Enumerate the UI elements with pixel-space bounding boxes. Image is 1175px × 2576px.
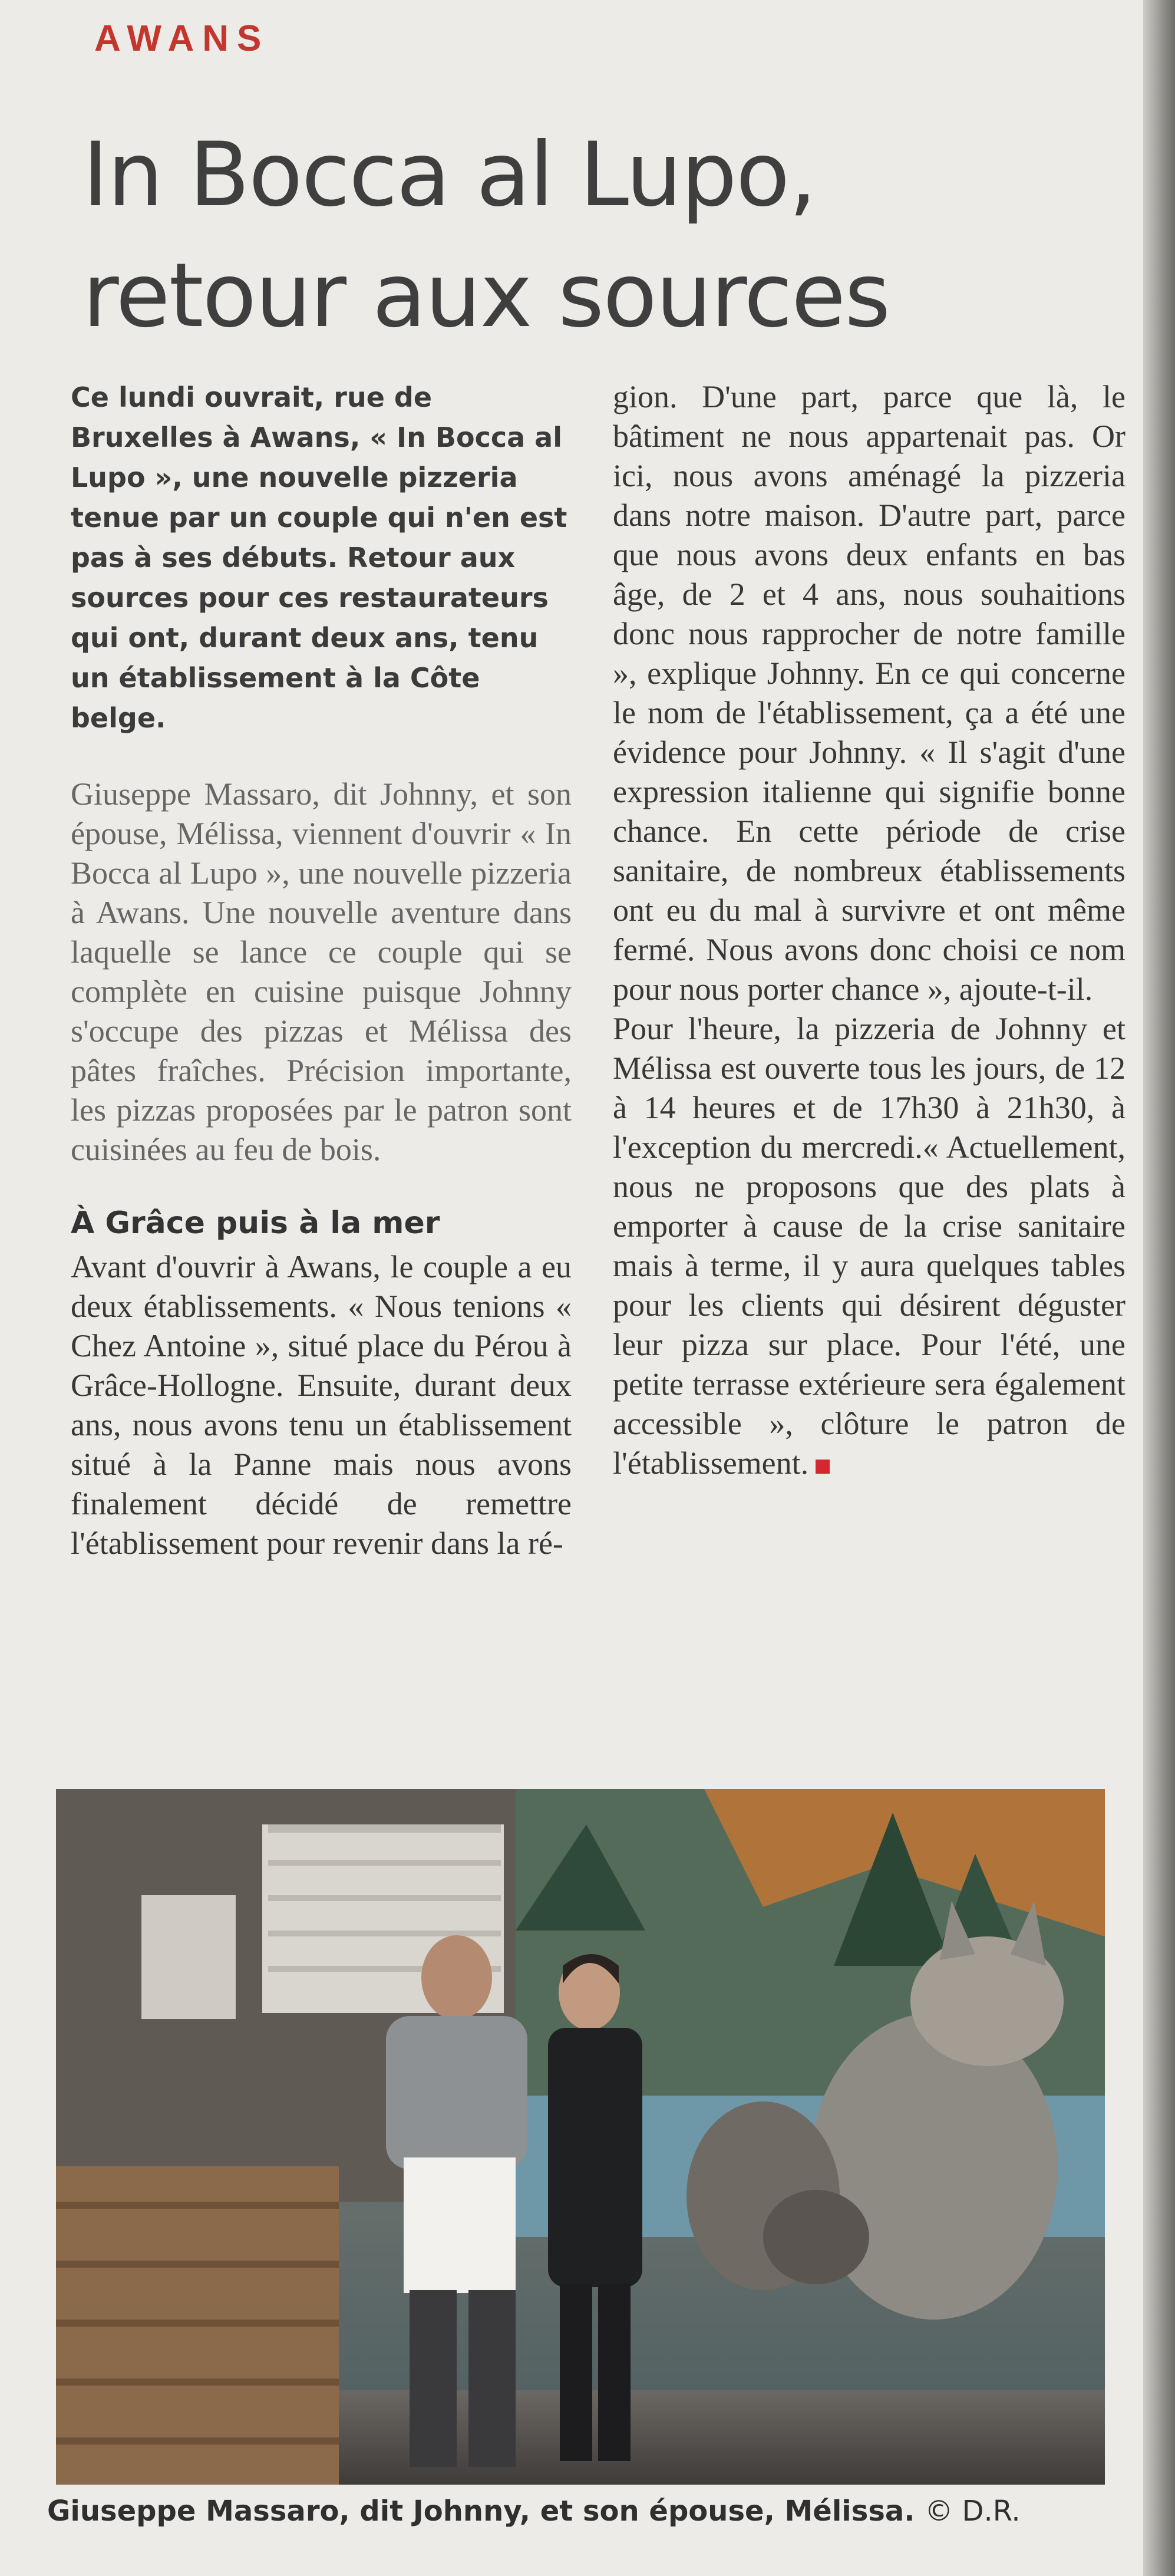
column-right (613, 377, 1126, 1483)
section-kicker: AWANS (94, 18, 270, 59)
paragraph-history-part1: Avant d'ouvrir à Awans, le couple a eu deux établissements. « Nous tenions « Chez Antoine », situé place du Pérou à Grâce-Hollogne. Ensuite, durant deux ans, nous avons tenu un établissement situé à la Panne mais nous avons finalement décidé de remettre l'établissement pour revenir dans la ré- (71, 1249, 572, 1561)
caption-text: Giuseppe Massaro, dit Johnny, et son épouse, Mélissa. (47, 2495, 915, 2528)
paragraph-intro: Giuseppe Massaro, dit Johnny, et son épouse, Mélissa, viennent d'ouvrir « In Bocca al Lupo », une nouvelle pizzeria à Awans. Une nouvelle aventure dans laquelle se lance ce couple qui se complète en cuisine puisque Johnny s'occupe des pizzas et Mélissa des pâtes fraîches. Précision importante, les pizzas proposées par le patron sont cuisinées au feu de bois. (71, 776, 572, 1167)
article-lead: Ce lundi ouvrait, rue de Bruxelles à Awans, « In Bocca al Lupo », une nouvelle pizzeria tenue par un couple qui n'en est pas à ses débuts. Retour aux sources pour ces restaurateurs qui ont, durant deux ans, tenu un établissement à la Côte belge. (71, 381, 567, 734)
photo-credit: © D.R. (925, 2495, 1021, 2528)
paragraph-history-part2: gion. D'une part, parce que là, le bâtiment ne nous appartenait pas. Or ici, nous avons aménagé la pizzeria dans notre maison. D'autre part, parce que nous avons deux enfants en bas âge, de 2 et 4 ans, nous souhaitions donc nous rapprocher de notre famille », explique Johnny. En ce qui concerne le nom de l'établissement, ça a été une évidence pour Johnny. « Il s'agit d'une expression italienne qui signifie bonne chance. En cette période de crise sanitaire, de nombreux établissements ont eu du mal à survivre et ont même fermé. Nous avons donc choisi ce nom pour nous porter chance », ajoute-t-il. (613, 379, 1126, 1007)
article-photo (56, 1789, 1105, 2485)
photo-caption (47, 2493, 1143, 2529)
paragraph-hours-text: Pour l'heure, la pizzeria de Johnny et Mélissa est ouverte tous les jours, de 12 à 14 heures et de 17h30 à 21h30, à l'exception du mercredi.« Actuellement, nous ne proposons que des plats à emporter à cause de la crise sanitaire mais à terme, il y aura quelques tables pour les clients qui désirent déguster leur pizza sur place. Pour l'été, une petite terrasse extérieure sera également accessible », clôture le patron de l'établissement. (613, 1011, 1126, 1481)
end-mark-icon (816, 1460, 830, 1474)
headline-line-1: In Bocca al Lupo, (82, 124, 816, 226)
photo-illustration (56, 1789, 1105, 2485)
paper-edge-shadow (1143, 0, 1175, 2576)
paragraph-hours (613, 1009, 1126, 1483)
headline-line-2: retour aux sources (82, 245, 890, 347)
column-left (71, 377, 572, 1563)
article-subhead: À Grâce puis à la mer (71, 1205, 440, 1241)
article-headline (82, 115, 1084, 357)
